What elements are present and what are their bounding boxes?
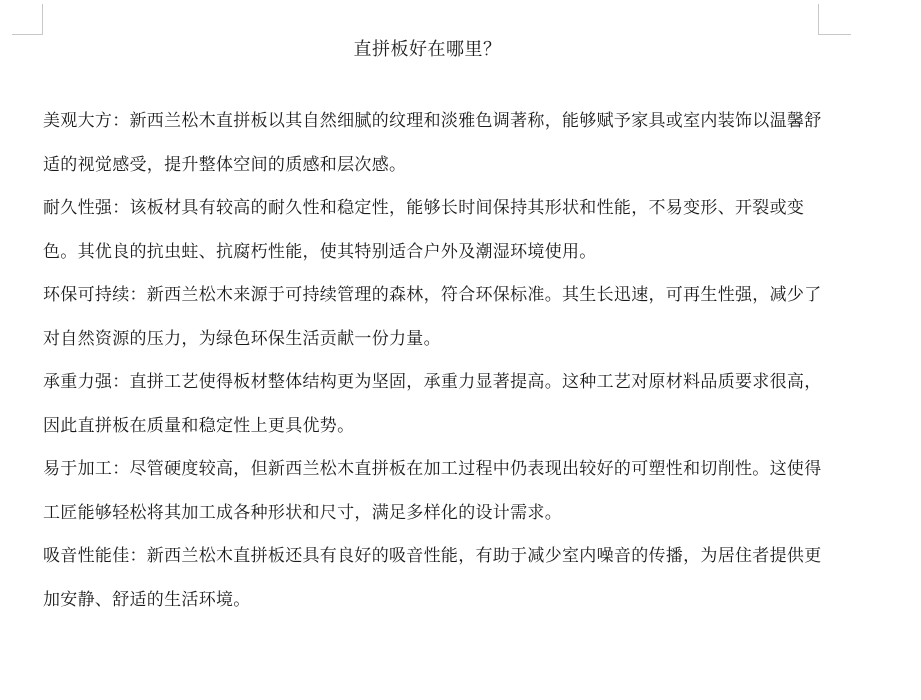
document-title: 直拼板好在哪里？ — [353, 39, 502, 60]
paragraph-acoustics: 吸音性能佳：新西兰松木直拼板还具有良好的吸音性能，有助于减少室内噪音的传播，为居住者提供更加安静、舒适的生活环境。 — [43, 546, 822, 610]
paragraph-machinability: 易于加工：尽管硬度较高，但新西兰松木直拼板在加工过程中仍表现出较好的可塑性和切削性。这使得工匠能够轻松将其加工成各种形状和尺寸，满足多样化的设计需求。 — [43, 459, 822, 523]
margin-mark-top-right — [818, 4, 851, 35]
document-body — [43, 100, 828, 622]
margin-mark-top-left — [12, 4, 43, 35]
paragraph-load-bearing: 承重力强：直拼工艺使得板材整体结构更为坚固，承重力显著提高。这种工艺对原材料品质要求很高，因此直拼板在质量和稳定性上更具优势。 — [43, 372, 822, 436]
paragraph-aesthetics: 美观大方：新西兰松木直拼板以其自然细腻的纹理和淡雅色调著称，能够赋予家具或室内装饰以温馨舒适的视觉感受，提升整体空间的质感和层次感。 — [43, 111, 822, 175]
paragraph-sustainability: 环保可持续：新西兰松木来源于可持续管理的森林，符合环保标准。其生长迅速，可再生性强，减少了对自然资源的压力，为绿色环保生活贡献一份力量。 — [43, 285, 822, 349]
paragraph-durability: 耐久性强：该板材具有较高的耐久性和稳定性，能够长时间保持其形状和性能，不易变形、开裂或变色。其优良的抗虫蛀、抗腐朽性能，使其特别适合户外及潮湿环境使用。 — [43, 198, 805, 262]
